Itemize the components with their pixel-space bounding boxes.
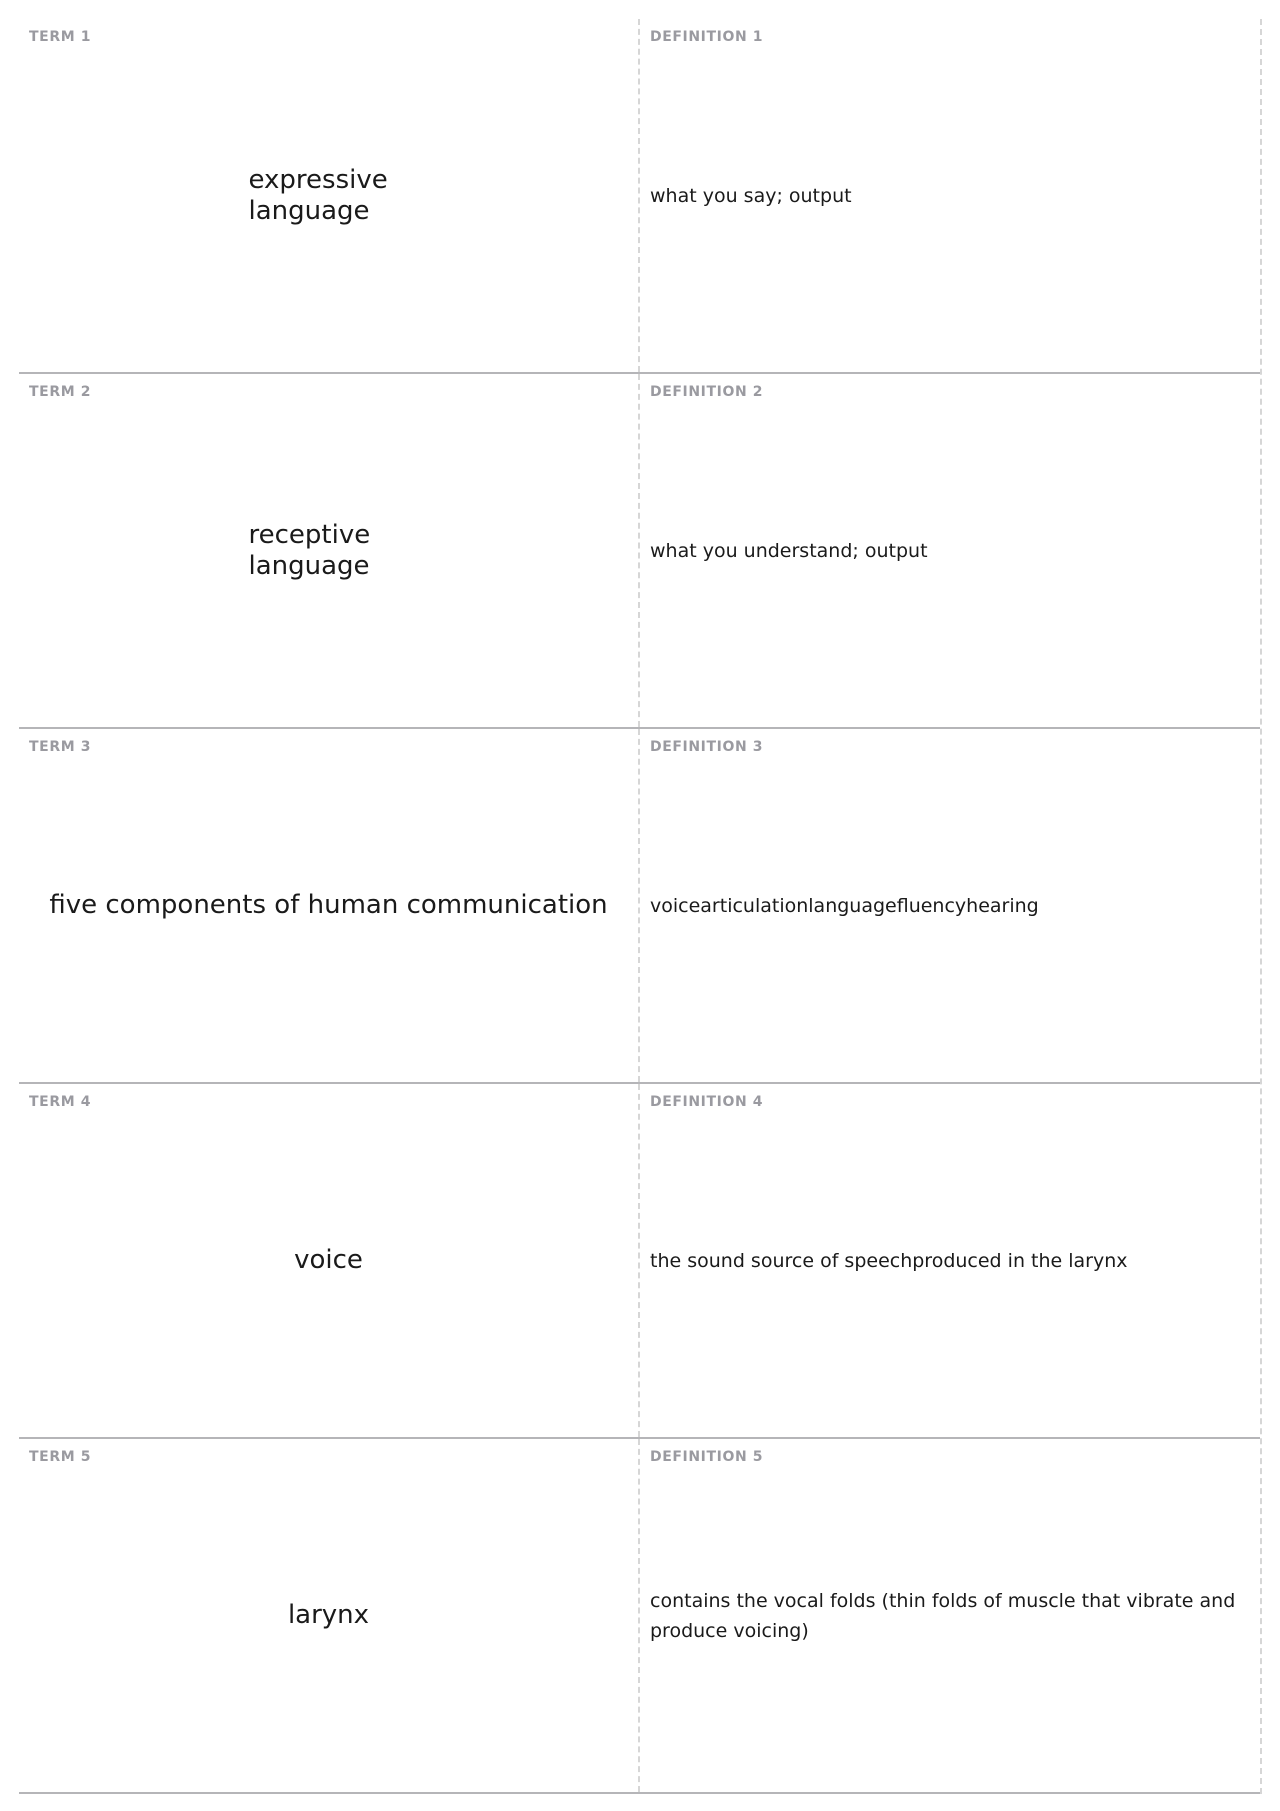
term-label: TERM 4 [29, 1094, 92, 1110]
term-label: TERM 3 [29, 739, 92, 755]
term-cell [19, 19, 640, 372]
flashcard-row [19, 1439, 1260, 1794]
term-text: voice [294, 1245, 363, 1275]
definition-cell [640, 19, 1260, 372]
definition-label: DEFINITION 5 [650, 1449, 764, 1465]
flashcard-row [19, 374, 1260, 729]
flashcard-sheet [19, 19, 1262, 1794]
definition-label: DEFINITION 4 [650, 1094, 764, 1110]
term-cell [19, 374, 640, 727]
definition-text: the sound source of speechproduced in the larynx [650, 1249, 1128, 1272]
definition-label: DEFINITION 2 [650, 384, 764, 400]
definition-text: voicearticulationlanguagefluencyhearing [650, 894, 1039, 917]
definition-label: DEFINITION 3 [650, 739, 764, 755]
term-cell [19, 729, 640, 1082]
definition-text: what you say; output [650, 184, 852, 207]
flashcard-row [19, 1084, 1260, 1439]
definition-cell [640, 1439, 1260, 1792]
definition-cell [640, 729, 1260, 1082]
term-label: TERM 2 [29, 384, 92, 400]
definition-label: DEFINITION 1 [650, 29, 764, 45]
term-cell [19, 1439, 640, 1792]
term-text: expressive language [248, 164, 388, 226]
definition-text: contains the vocal folds (thin folds of muscle that vibrate and produce voicing) [650, 1589, 1236, 1642]
term-cell [19, 1084, 640, 1437]
definition-text: what you understand; output [650, 539, 928, 562]
term-text: larynx [287, 1600, 370, 1630]
flashcard-row [19, 729, 1260, 1084]
flashcard-row [19, 19, 1260, 374]
term-label: TERM 5 [29, 1449, 92, 1465]
term-text: five components of human communication [49, 890, 608, 920]
definition-cell [640, 1084, 1260, 1437]
definition-cell [640, 374, 1260, 727]
term-label: TERM 1 [29, 29, 92, 45]
term-text: receptive language [248, 519, 371, 581]
